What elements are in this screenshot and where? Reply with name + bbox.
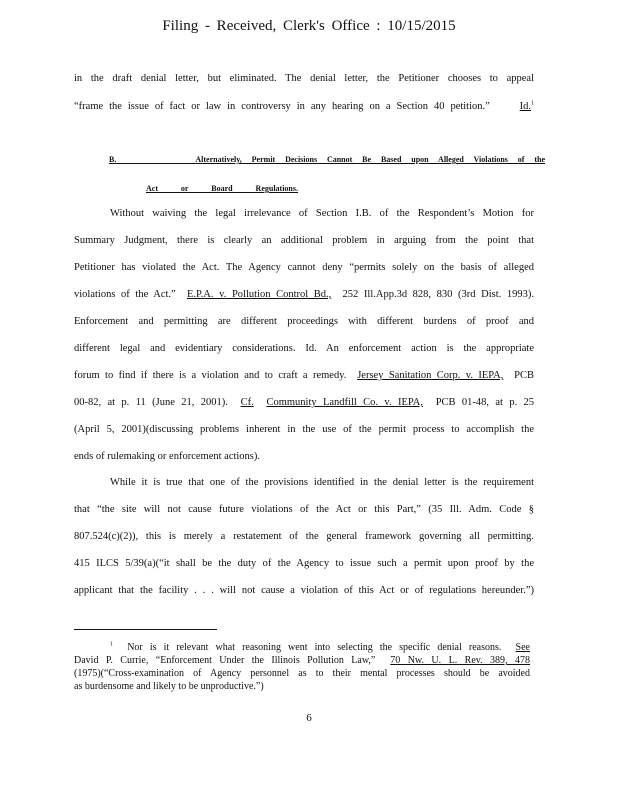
body-text: PCB 01-48, at p. 25 [435, 397, 535, 408]
footnote-separator [74, 629, 217, 630]
body-line: Enforcement and permitting are different proceedings with different burdens of proof and [74, 316, 534, 327]
filing-stamp-header: Filing - Received, Clerk's Office : 10/15/2015 [162, 18, 456, 34]
page-number: 6 [306, 712, 312, 724]
body-text: 00-82, at p. 11 (June 21, 2001). [74, 397, 228, 408]
footnote-text: David P. Currie, “Enforcement Under the Illinois Pollution Law,” [74, 655, 376, 666]
section-heading-line2: Act or Board Regulations. [146, 184, 298, 193]
footnote-number: 1 [110, 641, 113, 648]
body-line: 415 ILCS 5/39(a)(“it shall be the duty of the Agency to issue such a permit upon proof by the [74, 558, 534, 569]
body-line: different legal and evidentiary considerations. Id. An enforcement action is the appropriate [74, 343, 534, 354]
section-letter: B. [109, 155, 117, 164]
body-text: “frame the issue of fact or law in controversy in any hearing on a Section 40 petition.” [74, 101, 490, 112]
signal-see: See [515, 642, 530, 653]
case-citation: E.P.A. v. Pollution Control Bd., [186, 289, 332, 300]
body-line: applicant that the facility . . . will not cause a violation of this Act or of regulations hereunder.”) [74, 585, 534, 596]
body-line: in the draft denial letter, but eliminated. The denial letter, the Petitioner chooses to appeal [74, 73, 534, 84]
footnote-line: (1975)(“Cross-examination of Agency personnel as to their mental processes should be avoided [74, 668, 530, 679]
body-text: 252 Ill.App.3d 828, 830 (3rd Dist. 1993). [342, 289, 535, 300]
case-citation: Jersey Sanitation Corp. v. IEPA, [357, 370, 504, 381]
body-line: 807.524(c)(2)), this is merely a restatement of the general framework governing all permitting. [74, 531, 534, 542]
body-line: ends of rulemaking or enforcement actions). [74, 451, 261, 462]
body-line: (April 5, 2001)(discussing problems inherent in the use of the permit process to accomplish the [74, 424, 534, 435]
body-text: PCB [514, 370, 535, 381]
body-text: violations of the Act.” [74, 289, 176, 300]
body-line: Summary Judgment, there is clearly an additional problem in arguing from the point that [74, 235, 534, 246]
footnote-text: Nor is it relevant what reasoning went into selecting the specific denial reasons. [127, 642, 502, 653]
journal-citation: 70 Nw. U. L. Rev. 389, 478 [390, 655, 530, 666]
body-line: Without waiving the legal irrelevance of Section I.B. of the Respondent’s Motion for [110, 208, 534, 219]
case-citation: Community Landfill Co. v. IEPA, [266, 397, 423, 408]
section-heading-line1: Alternatively, Permit Decisions Cannot Be Based upon Alleged Violations of the [195, 155, 546, 164]
body-line: Petitioner has violated the Act. The Agency cannot deny “permits solely on the basis of alleged [74, 262, 534, 273]
body-line: While it is true that one of the provisions identified in the denial letter is the requirement [110, 477, 534, 488]
body-line: that “the site will not cause future violations of the Act or this Part,” (35 Ill. Adm. Code § [74, 504, 534, 515]
footnote-line [74, 642, 530, 654]
footnote-line: as burdensome and likely to be unproductive.”) [74, 681, 264, 692]
footnote-line [74, 655, 530, 667]
citation-id: Id. [519, 101, 532, 112]
signal-cf: Cf. [240, 397, 254, 408]
footnote-reference: 1 [531, 100, 535, 107]
body-text: forum to find if there is a violation and to craft a remedy. [74, 370, 347, 381]
paragraph-2 [74, 0, 534, 800]
